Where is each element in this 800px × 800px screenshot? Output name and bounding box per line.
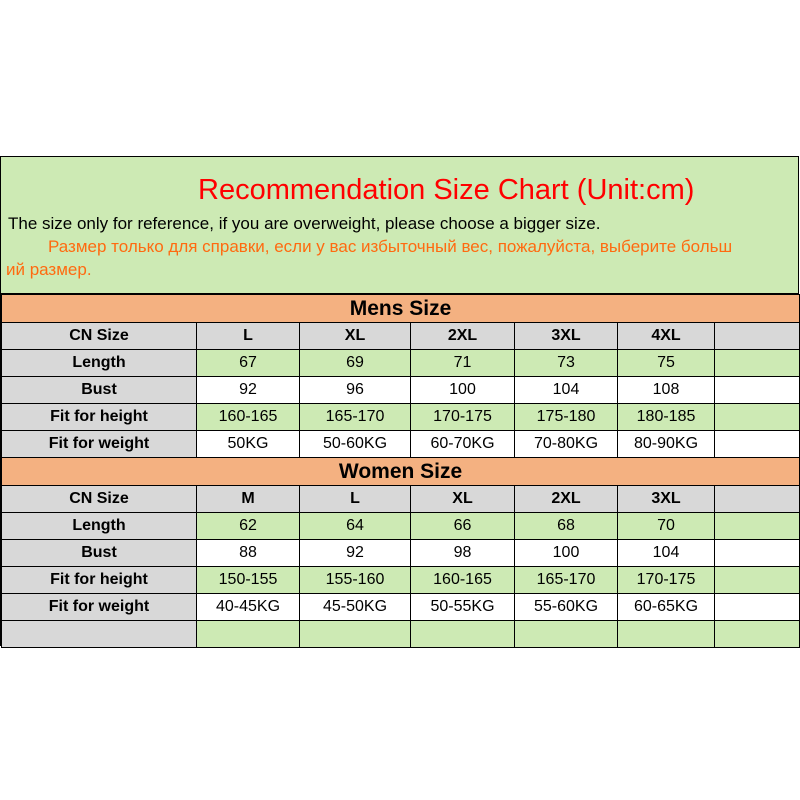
empty-cell (715, 377, 800, 404)
table-cell: 50-55KG (411, 594, 515, 621)
table-cell: 104 (515, 377, 618, 404)
note-english: The size only for reference, if you are overweight, please choose a bigger size. (8, 214, 601, 233)
row-label: Fit for height (2, 567, 197, 594)
table-row (2, 540, 800, 567)
section-heading-row (2, 458, 800, 486)
size-table (1, 294, 800, 648)
note-russian (1, 235, 799, 281)
table-cell: 69 (300, 350, 411, 377)
table-cell: 100 (411, 377, 515, 404)
empty-cell (715, 404, 800, 431)
cn-size-label: CN Size (2, 486, 197, 513)
table-cell: 165-170 (300, 404, 411, 431)
table-cell: 98 (411, 540, 515, 567)
section-heading: Women Size (2, 458, 800, 486)
table-cell: 64 (300, 513, 411, 540)
empty-cell (715, 540, 800, 567)
empty-cell (300, 621, 411, 648)
empty-cell (715, 567, 800, 594)
empty-cell (715, 513, 800, 540)
row-label: Fit for weight (2, 594, 197, 621)
table-cell: 60-70KG (411, 431, 515, 458)
table-cell: 71 (411, 350, 515, 377)
table-cell: 45-50KG (300, 594, 411, 621)
table-cell: 150-155 (197, 567, 300, 594)
row-label: Bust (2, 377, 197, 404)
table-cell: 160-165 (197, 404, 300, 431)
empty-cell (715, 594, 800, 621)
row-label: Fit for height (2, 404, 197, 431)
table-cell: 80-90KG (618, 431, 715, 458)
empty-cell (715, 486, 800, 513)
row-label: Bust (2, 540, 197, 567)
chart-header (1, 157, 799, 294)
table-cell: 108 (618, 377, 715, 404)
empty-cell (618, 621, 715, 648)
table-cell: 155-160 (300, 567, 411, 594)
size-column-header: M (197, 486, 300, 513)
table-cell: 75 (618, 350, 715, 377)
empty-cell (2, 621, 197, 648)
chart-title: Recommendation Size Chart (Unit:cm) (198, 174, 695, 206)
table-cell: 170-175 (411, 404, 515, 431)
table-cell: 165-170 (515, 567, 618, 594)
row-label: Fit for weight (2, 431, 197, 458)
empty-cell (515, 621, 618, 648)
table-cell: 160-165 (411, 567, 515, 594)
table-row (2, 513, 800, 540)
empty-cell (715, 621, 800, 648)
size-column-header: 3XL (618, 486, 715, 513)
size-column-header: 3XL (515, 323, 618, 350)
empty-cell (715, 350, 800, 377)
size-column-header: 2XL (411, 323, 515, 350)
size-chart-sheet (0, 156, 799, 646)
table-cell: 170-175 (618, 567, 715, 594)
section-heading-row (2, 295, 800, 323)
table-cell: 60-65KG (618, 594, 715, 621)
table-cell: 88 (197, 540, 300, 567)
size-column-header: 2XL (515, 486, 618, 513)
table-row (2, 377, 800, 404)
table-cell: 50-60KG (300, 431, 411, 458)
table-cell: 96 (300, 377, 411, 404)
table-cell: 70-80KG (515, 431, 618, 458)
note-russian-line1: Размер только для справки, если у вас избыточный вес, пожалуйста, выберите больш (48, 237, 733, 256)
row-label: Length (2, 513, 197, 540)
size-column-header: XL (411, 486, 515, 513)
table-row (2, 431, 800, 458)
table-row (2, 404, 800, 431)
size-column-header: L (300, 486, 411, 513)
table-row (2, 594, 800, 621)
table-cell: 70 (618, 513, 715, 540)
table-cell: 50KG (197, 431, 300, 458)
cn-size-label: CN Size (2, 323, 197, 350)
blank-row (2, 621, 800, 648)
table-cell: 67 (197, 350, 300, 377)
section-heading: Mens Size (2, 295, 800, 323)
table-cell: 92 (300, 540, 411, 567)
table-row (2, 567, 800, 594)
table-cell: 40-45KG (197, 594, 300, 621)
table-cell: 104 (618, 540, 715, 567)
size-column-header: 4XL (618, 323, 715, 350)
table-row (2, 350, 800, 377)
table-cell: 62 (197, 513, 300, 540)
row-label: Length (2, 350, 197, 377)
size-column-header: XL (300, 323, 411, 350)
table-cell: 100 (515, 540, 618, 567)
table-cell: 66 (411, 513, 515, 540)
empty-cell (197, 621, 300, 648)
note-russian-line2: ий размер. (6, 260, 92, 279)
empty-cell (411, 621, 515, 648)
table-cell: 68 (515, 513, 618, 540)
table-cell: 55-60KG (515, 594, 618, 621)
empty-cell (715, 323, 800, 350)
size-column-header: L (197, 323, 300, 350)
table-cell: 180-185 (618, 404, 715, 431)
table-cell: 175-180 (515, 404, 618, 431)
size-header-row (2, 486, 800, 513)
table-cell: 73 (515, 350, 618, 377)
size-header-row (2, 323, 800, 350)
table-cell: 92 (197, 377, 300, 404)
empty-cell (715, 431, 800, 458)
